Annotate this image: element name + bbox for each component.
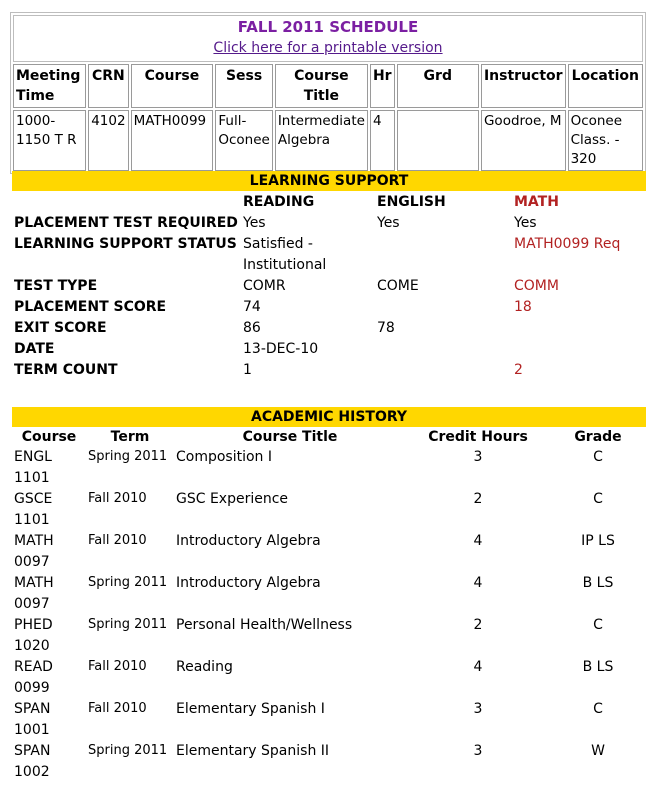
ah-title: Introductory Algebra <box>176 575 321 591</box>
ls-english <box>375 339 512 360</box>
ah-course: MATH 0097 <box>14 533 54 570</box>
meeting-time: 1000-1150 T R <box>13 110 86 171</box>
col-sess: Sess <box>215 64 272 108</box>
table-row <box>12 615 646 657</box>
col-course: Course <box>21 429 77 445</box>
ls-label: DATE <box>14 341 55 357</box>
ah-course: GSCE 1101 <box>14 491 53 528</box>
col-term: Term <box>110 429 150 445</box>
ls-row <box>12 297 646 318</box>
ah-header-row <box>12 428 646 447</box>
schedule-header-cell <box>13 15 643 62</box>
schedule-row <box>13 110 643 171</box>
ls-label: EXIT SCORE <box>14 320 107 336</box>
ah-grade: W <box>591 743 605 759</box>
ah-grade: IP LS <box>581 533 615 549</box>
ls-english <box>375 234 512 276</box>
ah-course: SPAN 1002 <box>14 743 51 780</box>
col-course: Course <box>131 64 214 108</box>
ls-math: COMM <box>514 278 559 294</box>
col-math: MATH <box>514 194 559 210</box>
col-course-title: Course Title <box>242 429 338 445</box>
learning-support-table <box>12 192 646 381</box>
ls-math <box>512 318 646 339</box>
hours: 4 <box>370 110 395 171</box>
col-instructor: Instructor <box>481 64 566 108</box>
table-row <box>12 573 646 615</box>
ls-label: TEST TYPE <box>14 278 98 294</box>
academic-history-heading: ACADEMIC HISTORY <box>12 407 646 427</box>
learning-support-heading: LEARNING SUPPORT <box>12 171 646 191</box>
ls-english: COME <box>377 278 419 294</box>
table-row <box>12 447 646 489</box>
ah-credit: 2 <box>473 491 483 507</box>
ls-row <box>12 234 646 276</box>
ls-math: MATH0099 Req <box>514 236 621 252</box>
col-crn: CRN <box>88 64 128 108</box>
ah-credit: 2 <box>473 617 483 633</box>
academic-history-table <box>12 428 646 783</box>
col-location: Location <box>568 64 643 108</box>
ah-course: PHED 1020 <box>14 617 53 654</box>
ah-credit: 4 <box>473 533 483 549</box>
ah-term: Fall 2010 <box>88 659 147 674</box>
course-title: Intermediate Algebra <box>275 110 368 171</box>
ah-term: Spring 2011 <box>88 617 168 632</box>
ah-term: Fall 2010 <box>88 491 147 506</box>
ah-title: Personal Health/Wellness <box>176 617 353 633</box>
ls-reading: Yes <box>243 215 266 231</box>
ah-grade: C <box>593 617 603 633</box>
course: MATH0099 <box>131 110 214 171</box>
session: Full-Oconee <box>215 110 272 171</box>
ah-term: Spring 2011 <box>88 743 168 758</box>
ls-math: 2 <box>514 362 523 378</box>
ah-credit: 4 <box>473 575 483 591</box>
ls-label: LEARNING SUPPORT STATUS <box>14 236 237 252</box>
ah-grade: C <box>593 449 603 465</box>
table-row <box>12 489 646 531</box>
ls-row <box>12 339 646 360</box>
ah-credit: 3 <box>473 449 483 465</box>
ah-credit: 3 <box>473 743 483 759</box>
ls-row <box>12 318 646 339</box>
ls-reading: 1 <box>243 362 252 378</box>
table-row <box>12 741 646 783</box>
col-hr: Hr <box>370 64 395 108</box>
ah-course: READ 0099 <box>14 659 53 696</box>
ls-reading: 13-DEC-10 <box>243 341 319 357</box>
col-meeting-time: Meeting Time <box>13 64 86 108</box>
ah-grade: C <box>593 701 603 717</box>
instructor: Goodroe, M <box>481 110 566 171</box>
ah-course: MATH 0097 <box>14 575 54 612</box>
ls-english: Yes <box>377 215 400 231</box>
ls-label: TERM COUNT <box>14 362 118 378</box>
table-row <box>12 657 646 699</box>
ah-term: Fall 2010 <box>88 533 147 548</box>
ah-term: Spring 2011 <box>88 449 168 464</box>
ls-math: Yes <box>514 215 537 231</box>
ah-title: Composition I <box>176 449 273 465</box>
ls-reading: COMR <box>243 278 286 294</box>
ls-math: 18 <box>514 299 532 315</box>
col-reading: READING <box>243 194 315 210</box>
schedule-header-row <box>13 64 643 108</box>
ls-label: PLACEMENT SCORE <box>14 299 167 315</box>
location: Oconee Class. - 320 <box>568 110 643 171</box>
ah-grade: B LS <box>582 659 614 675</box>
ls-reading: 86 <box>243 320 261 336</box>
col-grd: Grd <box>397 64 479 108</box>
table-row <box>12 531 646 573</box>
ah-title: Reading <box>176 659 233 675</box>
ls-math <box>512 339 646 360</box>
ah-title: GSC Experience <box>176 491 289 507</box>
ah-credit: 3 <box>473 701 483 717</box>
ah-credit: 4 <box>473 659 483 675</box>
ah-title: Elementary Spanish II <box>176 743 330 759</box>
table-row <box>12 699 646 741</box>
col-course-title: Course Title <box>275 64 368 108</box>
printable-version-link[interactable]: Click here for a printable version <box>213 40 443 56</box>
ah-term: Spring 2011 <box>88 575 168 590</box>
ls-english <box>375 360 512 381</box>
crn: 4102 <box>88 110 128 171</box>
ls-row <box>12 276 646 297</box>
ls-row <box>12 360 646 381</box>
ah-course: ENGL 1101 <box>14 449 52 486</box>
ls-english <box>375 297 512 318</box>
schedule-title: FALL 2011 SCHEDULE <box>237 18 419 36</box>
ah-grade: B LS <box>582 575 614 591</box>
ls-english: 78 <box>377 320 395 336</box>
ls-header-row <box>12 192 646 213</box>
ah-title: Introductory Algebra <box>176 533 321 549</box>
grade <box>397 110 479 171</box>
ls-reading: Satisfied - Institutional <box>243 236 327 273</box>
ah-grade: C <box>593 491 603 507</box>
col-credit-hours: Credit Hours <box>428 429 528 445</box>
schedule-table <box>10 12 646 174</box>
ah-term: Fall 2010 <box>88 701 147 716</box>
ah-title: Elementary Spanish I <box>176 701 325 717</box>
ls-label: PLACEMENT TEST REQUIRED <box>14 215 238 231</box>
col-english: ENGLISH <box>377 194 446 210</box>
ah-course: SPAN 1001 <box>14 701 51 738</box>
ls-reading: 74 <box>243 299 261 315</box>
col-grade: Grade <box>574 429 622 445</box>
ls-row <box>12 213 646 234</box>
